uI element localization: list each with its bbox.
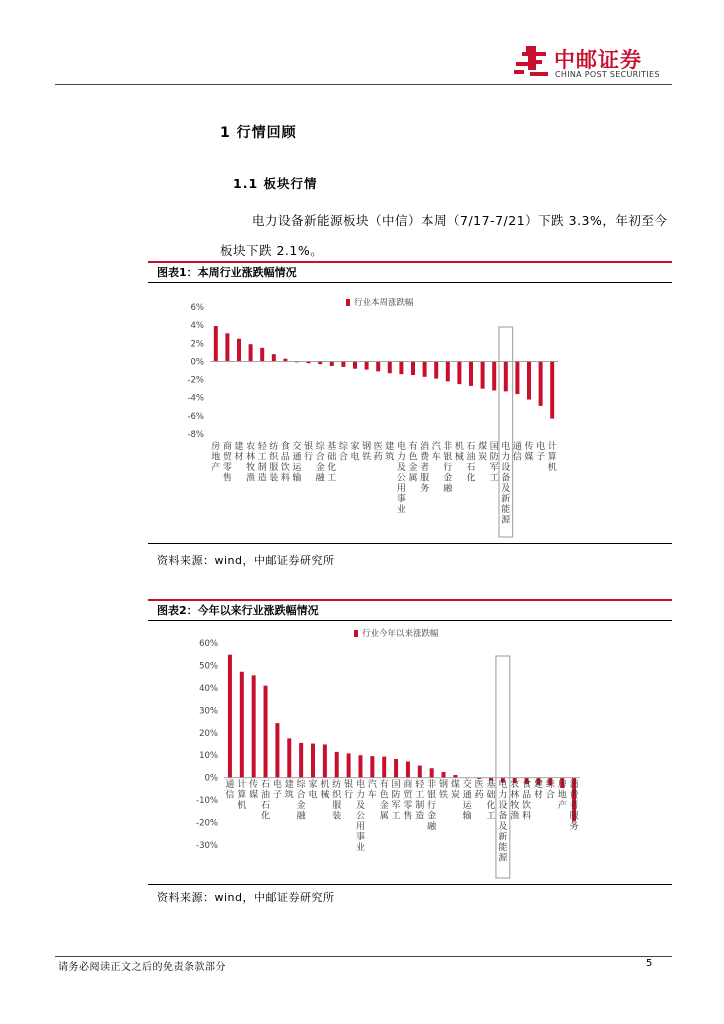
bar <box>214 326 218 361</box>
y-tick-label: 4% <box>190 321 204 332</box>
x-category-label: 电力及公用事业 <box>355 780 365 853</box>
chart-legend <box>354 628 439 639</box>
subsection-heading: 1.1 板块行情 <box>233 176 318 191</box>
y-tick-label: -4% <box>187 393 204 404</box>
bar <box>318 361 322 364</box>
figure2-title-rule <box>148 620 672 621</box>
x-category-label: 建材 <box>234 442 244 463</box>
x-category-label: 钢铁 <box>362 442 372 463</box>
y-tick-label: -30% <box>196 841 218 851</box>
x-category-label: 交通运输 <box>462 780 472 822</box>
x-category-label: 电力设备及新能源 <box>501 442 511 526</box>
x-category-label: 轻工制造 <box>257 442 267 484</box>
logo-text-cn: 中邮证券 <box>554 48 642 72</box>
x-category-label: 基础化工 <box>486 780 496 822</box>
x-category-label: 消费者服务 <box>569 780 579 832</box>
y-tick-label: 60% <box>199 639 218 649</box>
bar <box>527 361 531 399</box>
figure2-bottom-rule <box>148 884 672 885</box>
x-category-label: 煤炭 <box>450 780 460 801</box>
section-heading: 1 行情回顾 <box>220 125 297 141</box>
y-tick-label: 0% <box>204 773 218 784</box>
x-category-label: 汽车 <box>367 780 377 801</box>
x-category-label: 医药 <box>373 442 383 463</box>
bar <box>418 766 422 778</box>
x-category-label: 轻工制造 <box>415 780 425 822</box>
x-category-label: 消费者服务 <box>420 442 430 494</box>
x-category-label: 基础化工 <box>327 442 337 484</box>
bar <box>311 744 315 778</box>
x-category-label: 石油石化 <box>466 442 476 484</box>
x-category-label: 钢铁 <box>439 780 449 801</box>
x-category-label: 国防军工 <box>489 442 499 484</box>
x-category-label: 计算机 <box>547 442 557 473</box>
bar <box>358 755 362 777</box>
bar <box>225 333 229 361</box>
figure1-bottom-rule <box>148 543 672 544</box>
bar <box>492 361 496 390</box>
bar <box>423 361 427 376</box>
bar <box>550 361 554 418</box>
x-category-label: 有色金属 <box>408 442 418 484</box>
bar <box>249 344 253 361</box>
y-tick-label: 6% <box>190 303 204 313</box>
bar <box>453 775 457 778</box>
page-number: 5 <box>646 958 653 969</box>
figure2-chart <box>148 623 672 883</box>
bar <box>430 768 434 777</box>
bar <box>299 743 303 778</box>
y-tick-label: 20% <box>199 728 218 739</box>
bar <box>240 672 244 778</box>
legend-swatch <box>346 299 350 306</box>
x-category-label: 机械 <box>454 442 464 463</box>
footer-disclaimer: 请务必阅读正文之后的免责条款部分 <box>58 962 226 973</box>
bar <box>341 361 345 366</box>
bar <box>406 762 410 778</box>
bar <box>283 359 287 362</box>
bar <box>264 686 268 778</box>
bar <box>515 361 519 394</box>
bar <box>365 361 369 369</box>
header-divider <box>55 84 672 85</box>
bar <box>330 361 334 366</box>
figure2-top-rule <box>148 599 672 601</box>
x-category-label: 医药 <box>474 780 484 801</box>
x-category-label: 食品饮料 <box>280 442 290 484</box>
x-category-label: 家电 <box>350 442 360 463</box>
x-category-label: 银行 <box>304 442 314 463</box>
x-category-label: 有色金属 <box>379 780 389 822</box>
x-category-label: 石油石化 <box>261 780 271 822</box>
figure1-source: 资料来源：wind，中邮证券研究所 <box>157 554 335 567</box>
x-category-label: 交通运输 <box>292 442 302 484</box>
y-tick-label: 10% <box>199 751 218 762</box>
bar <box>469 361 473 385</box>
y-tick-label: -20% <box>196 818 218 829</box>
y-tick-label: -2% <box>187 375 204 386</box>
figure1-top-rule <box>148 261 672 263</box>
x-category-label: 汽车 <box>431 442 441 463</box>
bar <box>434 361 438 378</box>
bar <box>353 361 357 368</box>
x-category-label: 机械 <box>320 780 330 801</box>
x-category-label: 综合 <box>545 780 555 801</box>
bar <box>237 339 241 362</box>
x-category-label: 建材 <box>533 780 543 801</box>
x-category-label: 家电 <box>308 780 318 801</box>
company-logo <box>512 44 672 84</box>
china-post-logo-icon <box>512 44 550 80</box>
bar <box>504 361 508 391</box>
x-category-label: 商贸零售 <box>222 442 232 484</box>
bar <box>287 738 291 777</box>
x-category-label: 非银行金融 <box>427 780 437 832</box>
x-category-label: 农林牧渔 <box>510 780 520 822</box>
bar <box>399 361 403 374</box>
x-category-label: 建筑 <box>385 442 395 463</box>
chart-legend <box>346 297 414 308</box>
bar <box>382 757 386 778</box>
figure1-title: 图表1：本周行业涨跌幅情况 <box>157 266 297 279</box>
bar <box>539 361 543 405</box>
bar <box>252 675 256 777</box>
figure2-title: 图表2：今年以来行业涨跌幅情况 <box>157 604 319 617</box>
x-category-label: 纺织服装 <box>332 780 342 822</box>
x-category-label: 房地产 <box>557 780 567 811</box>
x-category-label: 综合金融 <box>315 442 325 484</box>
legend-label: 行业今年以来涨跌幅 <box>362 629 439 639</box>
x-category-label: 综合 <box>338 442 348 463</box>
bar <box>446 361 450 381</box>
x-category-label: 计算机 <box>237 780 247 811</box>
bar <box>228 655 232 778</box>
x-category-label: 电力设备及新能源 <box>498 780 508 864</box>
x-category-label: 电子 <box>536 442 546 463</box>
bar <box>388 361 392 373</box>
y-tick-label: 50% <box>199 661 218 672</box>
bar <box>323 744 327 777</box>
x-category-label: 建筑 <box>284 780 294 801</box>
footer-divider <box>55 956 672 957</box>
figure1-title-rule <box>148 282 672 283</box>
y-tick-label: -6% <box>187 411 204 422</box>
bar <box>376 361 380 371</box>
bar <box>272 354 276 361</box>
legend-label: 行业本周涨跌幅 <box>354 298 414 308</box>
x-category-label: 银行 <box>344 780 354 801</box>
x-category-label: 传媒 <box>524 442 534 463</box>
x-category-label: 纺织服装 <box>269 442 279 484</box>
x-category-label: 煤炭 <box>478 442 488 463</box>
figure2-source: 资料来源：wind，中邮证券研究所 <box>157 891 335 904</box>
legend-swatch <box>354 630 358 637</box>
bar <box>347 753 351 777</box>
bar <box>442 772 446 778</box>
x-category-label: 非银行金融 <box>443 442 453 494</box>
y-tick-label: 30% <box>199 706 218 717</box>
chart1-svg <box>148 290 672 540</box>
y-tick-label: 40% <box>199 683 218 694</box>
x-category-label: 电力及公用事业 <box>396 442 406 515</box>
x-category-label: 通信 <box>225 780 235 801</box>
chart2-svg <box>148 623 672 883</box>
body-paragraph: 电力设备新能源板块（中信）本周（7/17-7/21）下跌 3.3%，年初至今板块下跌 2.1%。 <box>220 213 668 258</box>
x-category-label: 传媒 <box>249 780 259 801</box>
x-category-label: 房地产 <box>211 442 221 473</box>
x-category-label: 电子 <box>272 780 282 801</box>
x-category-label: 农林牧渔 <box>246 442 256 484</box>
figure1-chart <box>148 290 672 540</box>
bar <box>411 361 415 375</box>
bar <box>370 756 374 778</box>
y-tick-label: -8% <box>187 430 204 440</box>
x-category-label: 商贸零售 <box>403 780 413 822</box>
bar <box>335 752 339 778</box>
x-category-label: 食品饮料 <box>522 780 532 822</box>
bar <box>481 361 485 388</box>
y-tick-label: 2% <box>190 339 204 350</box>
bar <box>394 759 398 778</box>
bar <box>457 361 461 384</box>
bar <box>260 348 264 362</box>
x-category-label: 通信 <box>512 442 522 463</box>
y-tick-label: -10% <box>196 796 218 807</box>
logo-text-en: CHINA POST SECURITIES <box>555 70 660 79</box>
bar <box>275 723 279 778</box>
y-tick-label: 0% <box>190 357 204 368</box>
x-category-label: 国防军工 <box>391 780 401 822</box>
x-category-label: 综合金融 <box>296 780 306 822</box>
